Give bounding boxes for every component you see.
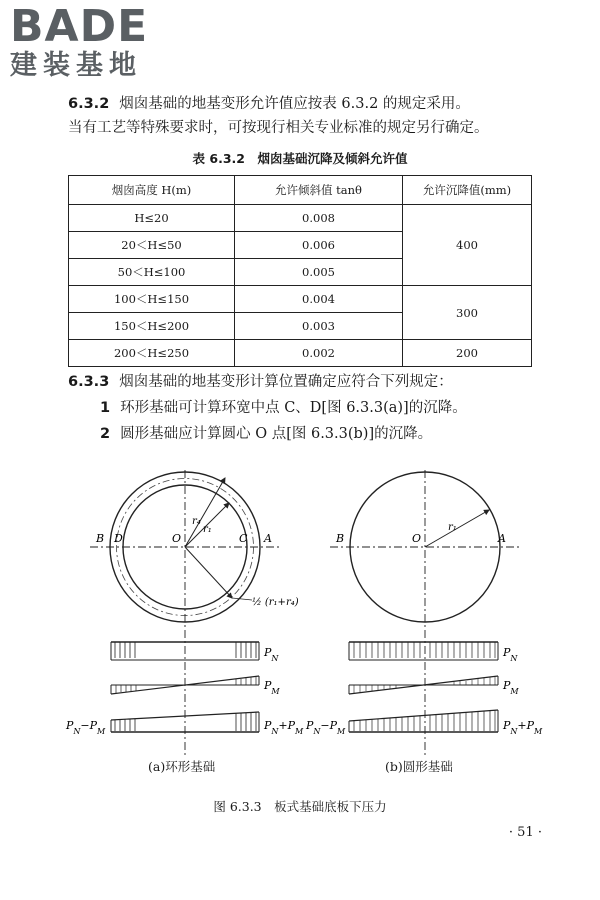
label-A: A [264,532,272,545]
header-settlement: 允许沉降值(mm) [403,176,532,205]
table-row [69,205,532,232]
radius-r1 [425,510,489,547]
label-PN-plus-PM: $P_N+P_M$ [264,719,304,736]
figure-6-3-3 [0,470,600,770]
section-6-3-3 [68,370,453,394]
ring-foundation-diagram [65,470,304,755]
cell-settlement: 300 [403,286,532,340]
leader-line [232,598,252,600]
label-PN-minus-PM: $P_N-P_M$ [306,719,346,736]
item-number: 1 [100,400,111,416]
radius-mid [185,547,232,598]
cell-settlement: 200 [403,340,532,367]
header-tilt: 允许倾斜值 tanθ [235,176,403,205]
header-height: 烟囱高度 H(m) [69,176,235,205]
page-number: · 51 · [508,825,542,840]
section-6-3-2 [68,92,470,116]
label-O: O [172,532,182,545]
label-PN: $P_N$ [503,646,518,663]
cell-height: 200＜H≤250 [69,340,235,367]
label-half-expr: ½ (r₁+r₄) [252,597,299,608]
label-D: D [114,532,123,545]
cell-height: 150＜H≤200 [69,313,235,340]
figure-caption: 图 6.3.3 板式基础底板下压力 [213,799,387,814]
combined-pressure-diagram [305,710,543,736]
section-text-line1: 烟囱基础的地基变形允许值应按表 6.3.2 的规定采用。 [119,96,470,112]
table-caption: 表 6.3.2 烟囱基础沉降及倾斜允许值 [192,151,408,166]
cell-tilt: 0.008 [235,205,403,232]
pn-uniform-diagram [111,642,279,663]
cell-tilt: 0.004 [235,286,403,313]
list-item [100,396,467,420]
table-row [69,340,532,367]
combined-pressure-diagram [65,712,304,736]
cell-tilt: 0.002 [235,340,403,367]
label-B: B [96,532,105,545]
label-B: B [336,532,345,545]
cell-settlement: 400 [403,205,532,286]
section-text: 烟囱基础的地基变形计算位置确定应符合下列规定： [119,374,453,390]
section-number: 6.3.2 [68,96,110,112]
cell-tilt: 0.006 [235,232,403,259]
cell-height: 100＜H≤150 [69,286,235,313]
label-r1: r₁ [448,522,457,533]
label-r4: r₄ [192,516,201,527]
table-row [69,286,532,313]
list-item [100,422,432,446]
logo [10,1,190,82]
pm-bending-diagram [349,676,519,696]
cell-tilt: 0.003 [235,313,403,340]
settlement-table [68,175,532,367]
item-text: 圆形基础应计算圆心 O 点[图 6.3.3(b)]的沉降。 [120,426,433,442]
item-text: 环形基础可计算环宽中点 C、D[图 6.3.3(a)]的沉降。 [120,400,467,416]
label-C: C [239,532,248,545]
label-PM: $P_M$ [264,679,280,696]
table-header-row [69,176,532,205]
logo-wordmark: BADE [10,1,149,52]
label-PM: $P_M$ [503,679,519,696]
subcaption-a: (a)环形基础 [148,759,216,774]
label-PN: $P_N$ [264,646,279,663]
label-O: O [412,532,422,545]
label-r1: r₁ [203,524,212,535]
label-PN-minus-PM: $P_N-P_M$ [66,719,106,736]
pn-uniform-diagram [349,642,518,663]
section-text-line2: 当有工艺等特殊要求时，可按现行相关专业标准的规定另行确定。 [68,120,489,136]
label-PN-plus-PM: $P_N+P_M$ [503,719,543,736]
cell-height: 50＜H≤100 [69,259,235,286]
cell-tilt: 0.005 [235,259,403,286]
pm-bending-diagram [111,676,280,696]
circular-foundation-diagram [305,470,543,755]
label-A: A [498,532,506,545]
section-number: 6.3.3 [68,374,110,390]
subcaption-b: (b)圆形基础 [385,759,453,774]
logo-subtitle: 建装基地 [10,50,142,81]
item-number: 2 [100,426,111,442]
cell-height: H≤20 [69,205,235,232]
cell-height: 20＜H≤50 [69,232,235,259]
